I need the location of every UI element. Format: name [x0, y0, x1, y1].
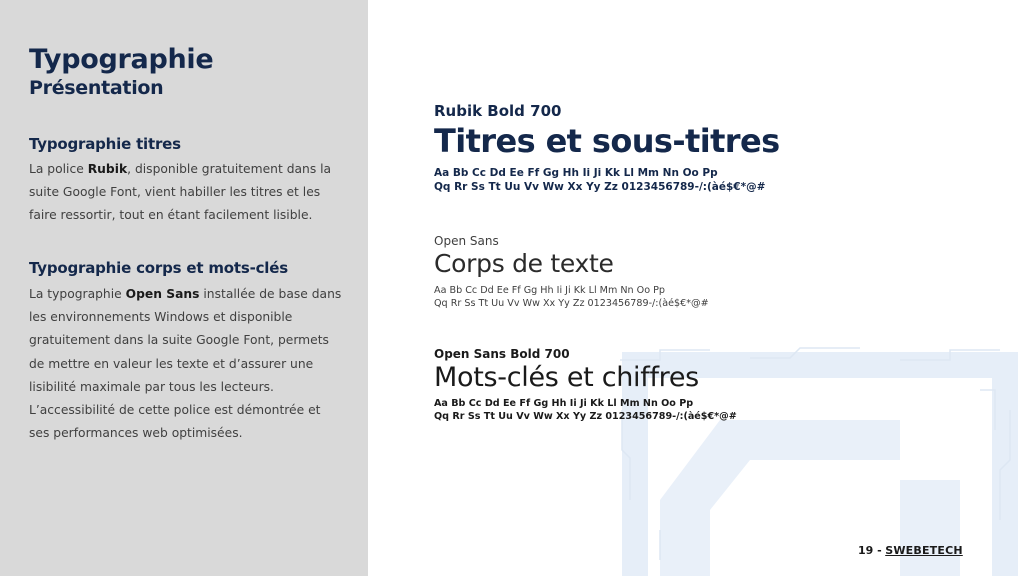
page-subtitle: Présentation: [29, 77, 164, 99]
specimen-open-sans-bold: [434, 347, 737, 423]
page-number: 19 -: [858, 544, 882, 557]
specimen-label: Open Sans Bold 700: [434, 347, 570, 361]
brand-logo-text: SWEBETECH: [885, 544, 963, 557]
specimen-glyphs: Aa Bb Cc Dd Ee Ff Gg Hh Ii Ji Kk Ll Mm Nn Oo Pp Qq Rr Ss Tt Uu Vv Ww Xx Yy Zz 0123456789-/:(àé$€*@#: [434, 398, 737, 422]
specimen-glyphs: Aa Bb Cc Dd Ee Ff Gg Hh Ii Ji Kk Ll Mm Nn Oo Pp Qq Rr Ss Tt Uu Vv Ww Xx Yy Zz 0123456789-/:(àé$€*@#: [434, 285, 709, 309]
section-heading-titres: Typographie titres: [29, 135, 181, 153]
section-body-titres: La police Rubik, disponible gratuitement dans la suite Google Font, vient habiller les titres et les faire ressortir, tout en étant facilement lisible.: [29, 162, 332, 223]
specimen-label: Open Sans: [434, 234, 499, 248]
slide-footer: [858, 544, 963, 557]
section-body-corps: La typographie Open Sans installée de base dans les environnements Windows et disponible gratuitement dans la suite Google Font, permets de mettre en valeur les texte et d’assurer une lisibilité maximale par tous les lecteurs. L’accessibilité de cette police est démontrée et ses performances web optimisées.: [29, 287, 342, 441]
specimen-sample: Mots-clés et chiffres: [434, 362, 699, 393]
page-title: Typographie: [29, 44, 214, 75]
left-panel: [0, 0, 368, 576]
specimen-sample: Corps de texte: [434, 249, 614, 278]
specimen-sample: Titres et sous-titres: [434, 122, 780, 160]
specimen-label: Rubik Bold 700: [434, 102, 562, 120]
specimen-open-sans: [434, 234, 709, 310]
specimen-glyphs: Aa Bb Cc Dd Ee Ff Gg Hh Ii Ji Kk Ll Mm Nn Oo Pp Qq Rr Ss Tt Uu Vv Ww Xx Yy Zz 0123456789-/:(àé$€*@#: [434, 167, 766, 193]
specimen-rubik: [434, 102, 780, 194]
section-heading-corps: Typographie corps et mots-clés: [29, 259, 288, 277]
